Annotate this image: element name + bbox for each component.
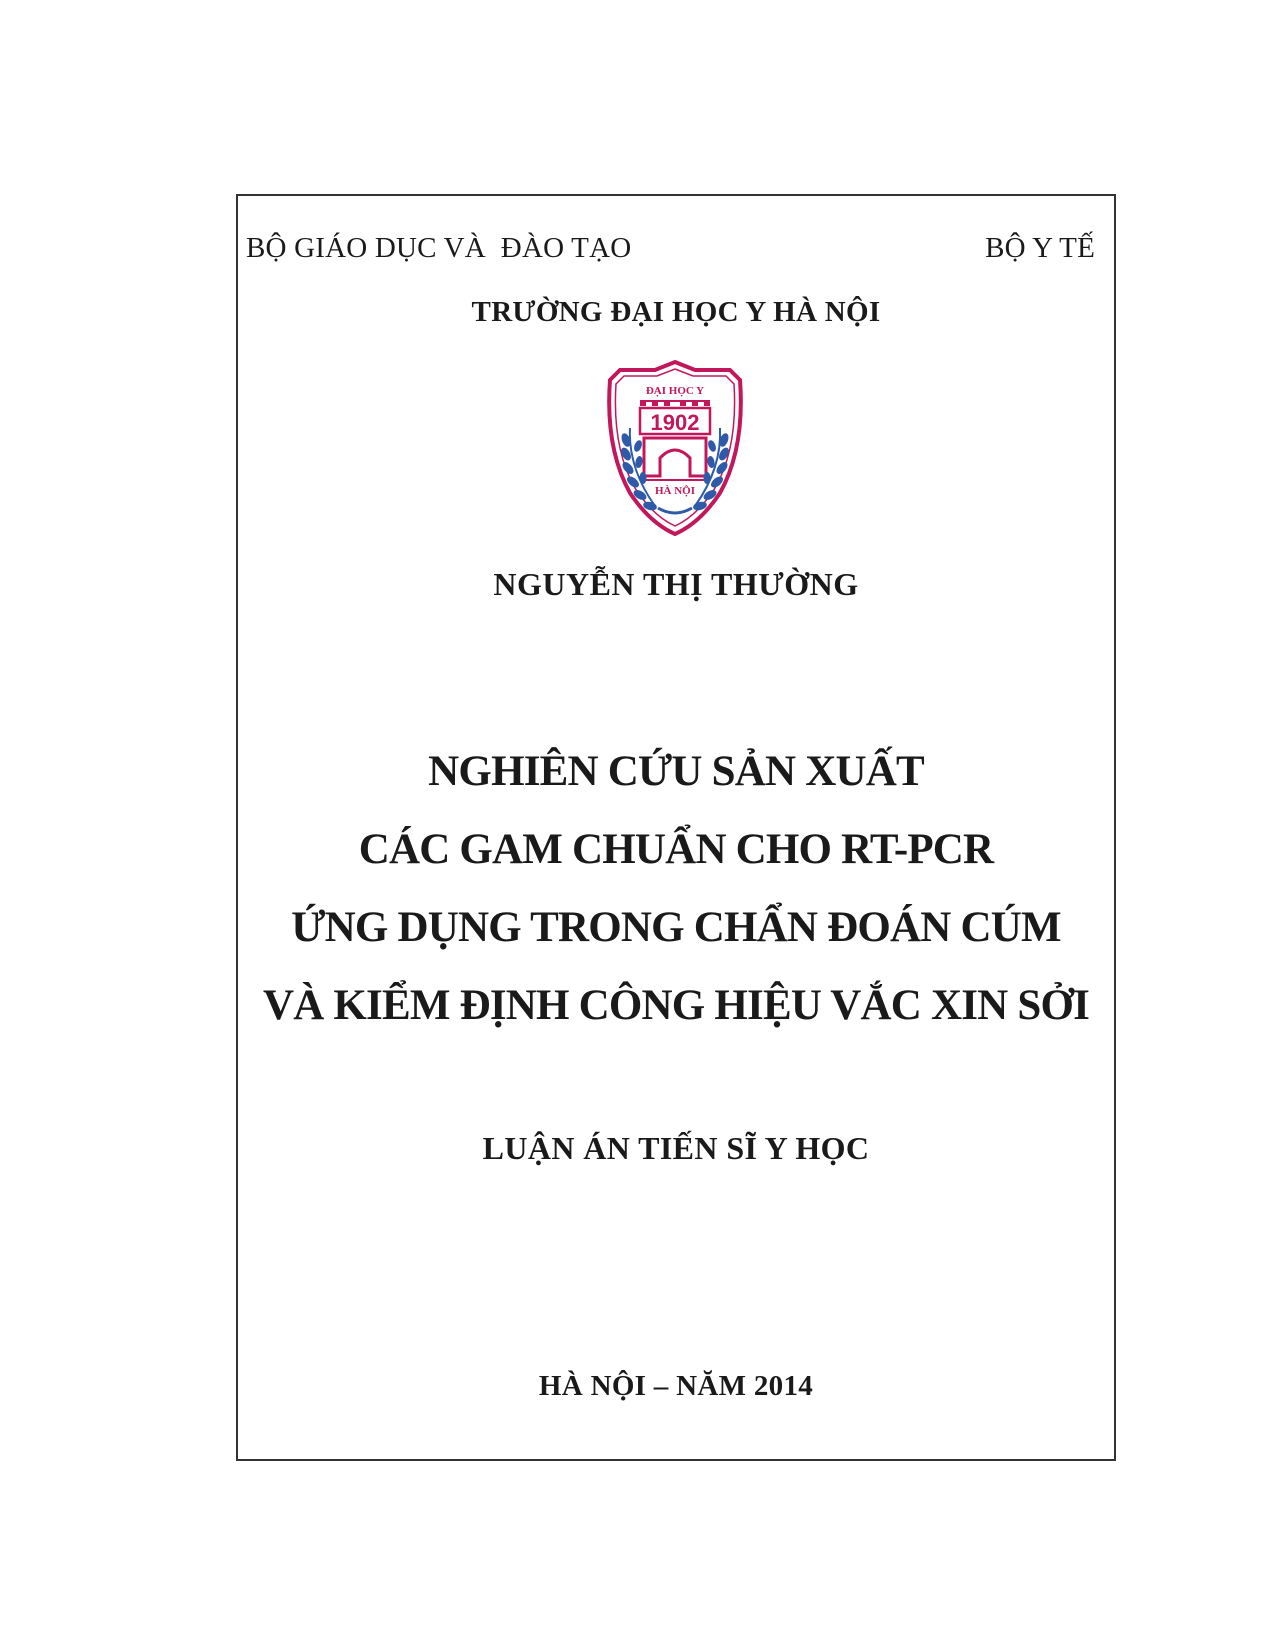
thesis-title-line: NGHIÊN CỨU SẢN XUẤT [428,748,924,795]
laurel-left-icon [620,428,656,510]
thesis-title [236,733,1116,1045]
university-crest-icon [600,358,750,536]
university-name: TRƯỜNG ĐẠI HỌC Y HÀ NỘI [471,296,881,328]
ministry-health-label: BỘ Y TẾ [985,232,1095,264]
crest-bottom-text: HÀ NỘI [654,485,696,497]
laurel-right-icon [693,428,729,510]
thesis-title-line: CÁC GAM CHUẨN CHO RT-PCR [358,826,994,873]
crest-year: 1902 [650,410,700,435]
university-crest-logo [600,358,750,536]
degree-label: LUẬN ÁN TIẾN SĨ Y HỌC [482,1130,870,1166]
thesis-title-line: ỨNG DỤNG TRONG CHẨN ĐOÁN CÚM [291,904,1061,951]
ministry-education-label: BỘ GIÁO DỤC VÀ ĐÀO TẠO [246,232,632,264]
author-name: NGUYỄN THỊ THƯỜNG [493,566,859,602]
thesis-title-line: VÀ KIỂM ĐỊNH CÔNG HIỆU VẮC XIN SỞI [262,982,1090,1029]
crest-top-text: ĐẠI HỌC Y [645,385,705,397]
place-year-label: HÀ NỘI – NĂM 2014 [538,1370,814,1402]
